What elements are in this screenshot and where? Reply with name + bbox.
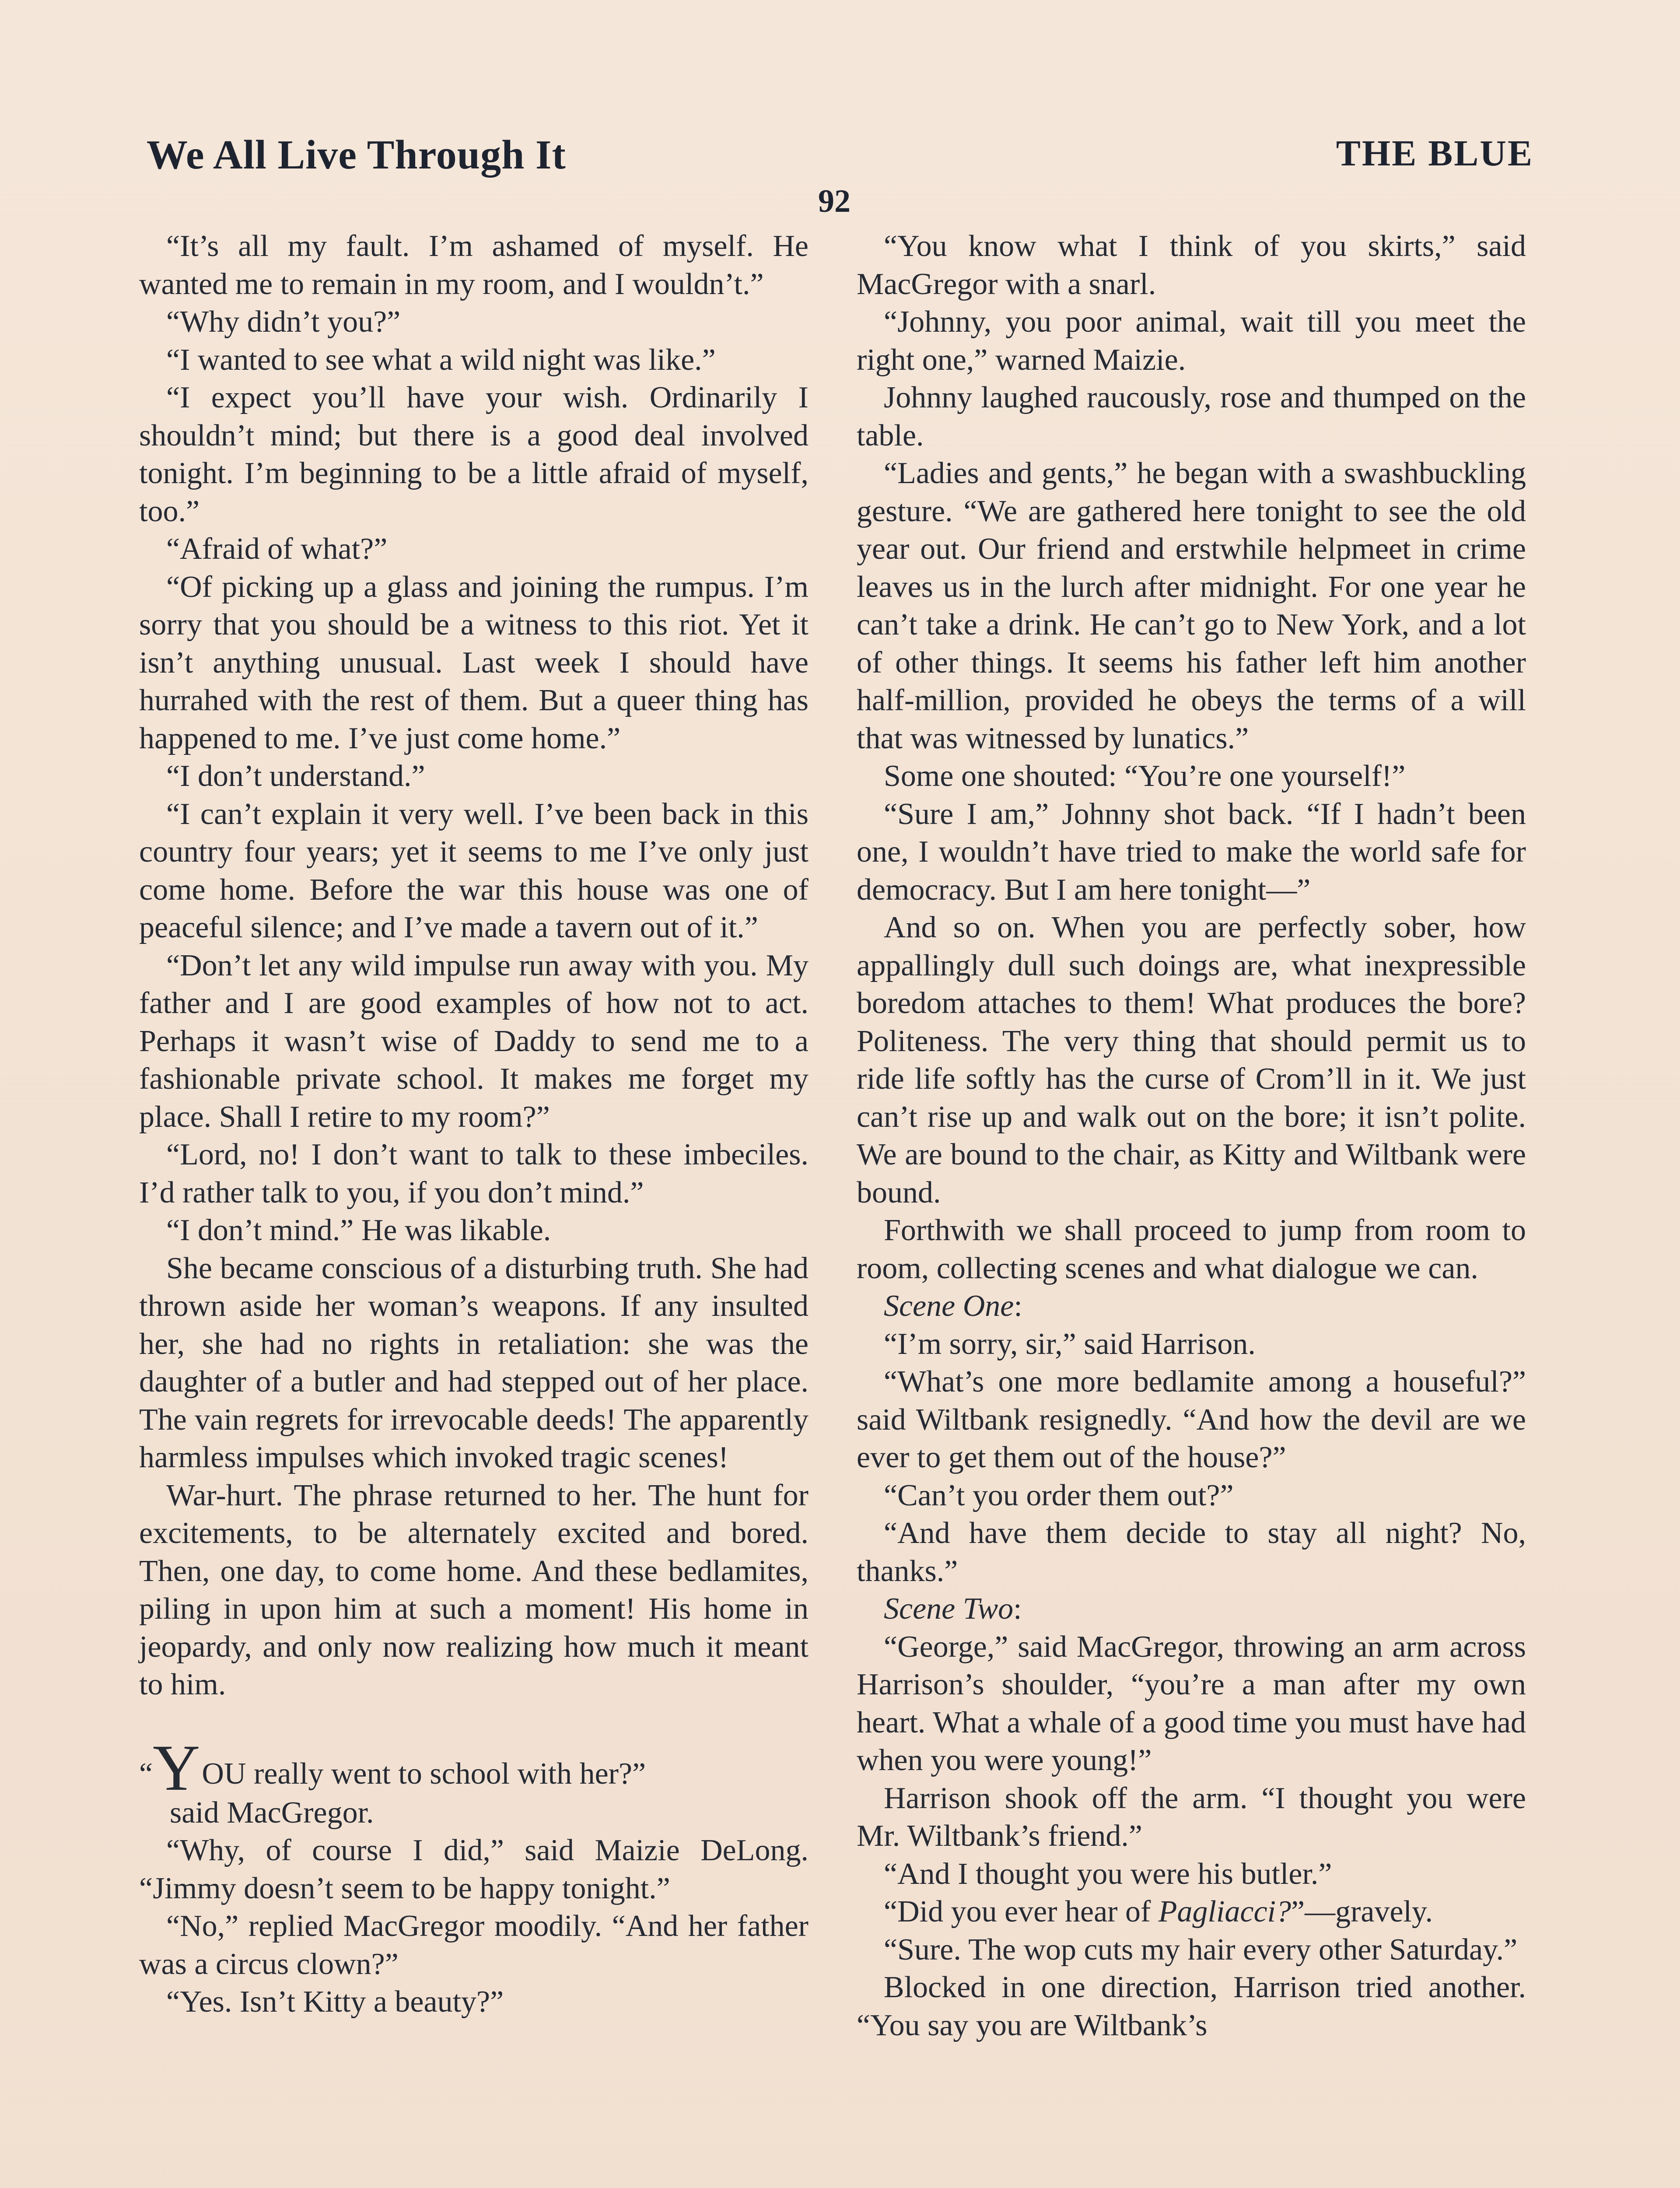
scene-two-label: Scene Two [884,1592,1014,1626]
paragraph: “I can’t explain it very well. I’ve been back in this country four years; yet it seems to me I’ve only just come home. Before the war this house was one of peaceful silence; and I’ve made a tavern out of it.” [139,797,808,944]
paragraph: Harrison shook off the arm. “I thought you were Mr. Wiltbank’s friend.” [857,1781,1526,1853]
paragraph: War-hurt. The phrase returned to her. The hunt for excitements, to be alternately excited and bored. Then, one day, to come home. And these bedlamites, piling in upon him at such a moment! His home in jeopardy, and only now realizing how much it meant to him. [139,1478,808,1701]
running-title: We All Live Through It [147,132,566,178]
dropcap-paragraph [139,1731,808,1832]
paragraph: Forthwith we shall proceed to jump from room to room, collecting scenes and what dialogue we can. [857,1213,1526,1285]
drop-cap-letter: Y [153,1731,200,1804]
paragraph: “And I thought you were his butler.” [884,1857,1332,1891]
paragraph: “Of picking up a glass and joining the rumpus. I’m sorry that you should be a witness to this riot. Yet it isn’t anything unusual. Last week I should have hurrahed with the rest of them. But a queer thing has happened to me. I’ve just come home.” [139,570,808,755]
scene-one-colon: : [1014,1289,1022,1323]
paragraph: “Sure I am,” Johnny shot back. “If I hadn’t been one, I wouldn’t have tried to make the world safe for democracy. But I am here tonight—” [857,797,1526,907]
paragraph: “I don’t mind.” He was likable. [166,1213,551,1247]
paragraph: “What’s one more bedlamite among a houseful?” said Wiltbank resignedly. “And how the devil are we ever to get them out of the house?” [857,1365,1526,1474]
scene-two-colon: : [1013,1592,1022,1626]
paragraph: Some one shouted: “You’re one yourself!” [884,759,1406,793]
paragraph: “Ladies and gents,” he began with a swashbuckling gesture. “We are gathered here tonight to see the old year out. Our friend and erstwhile helpmeet in crime leaves us in the lurch after midnight. For one year he can’t take a drink. He can’t go to New York, and a lot of other things. It seems his father left him another half-million, provided he obeys the terms of a will that was witnessed by lunatics.” [857,456,1526,755]
dropcap-first-line: OU really went to school with her?” [202,1757,646,1791]
paragraph: “I’m sorry, sir,” said Harrison. [884,1327,1256,1361]
pagliacci-after: ”—gravely. [1291,1895,1433,1929]
paragraph: And so on. When you are perfectly sober, how appallingly dull such doings are, what inexpressible boredom attaches to them! What produces the bore? Politeness. The very thing that should permit us to ride life softly has the curse of Crom’ll in it. We just can’t rise up and walk out on the bore; it isn’t polite. We are bound to the chair, as Kitty and Wiltbank were bound. [857,911,1526,1210]
section-break [139,1704,808,1742]
paragraph: Blocked in one direction, Harrison tried another. “You say you are Wiltbank’s [857,1971,1526,2042]
paragraph: “Lord, no! I don’t want to talk to these imbeciles. I’d rather talk to you, if you don’t mind.” [139,1138,808,1210]
paragraph: “Afraid of what?” [166,532,388,566]
paragraph: “Johnny, you poor animal, wait till you meet the right one,” warned Maizie. [857,305,1526,377]
magazine-name: THE BLUE [1336,133,1533,174]
paragraph: “Why didn’t you?” [166,305,401,339]
scene-heading [857,1287,1526,1325]
paragraph: “Sure. The wop cuts my hair every other Saturday.” [884,1932,1518,1967]
pagliacci-title: Pagliacci? [1158,1895,1292,1929]
scene-one-label: Scene One [884,1289,1014,1323]
left-column [139,228,808,2021]
paragraph: “Why, of course I did,” said Maizie DeLong. “Jimmy doesn’t seem to be happy tonight.” [139,1834,808,1905]
paragraph: “I don’t understand.” [166,759,425,793]
pagliacci-before: “Did you ever hear of [884,1895,1158,1929]
paragraph: She became conscious of a disturbing truth. She had thrown aside her woman’s weapons. If any insulted her, she had no rights in retaliation: she was the daughter of a butler and had stepped out of her place. The vain regrets for irrevocable deeds! The apparently harmless impulses which invoked tragic scenes! [139,1251,808,1474]
paragraph: “Can’t you order them out?” [884,1478,1234,1512]
paragraph: Johnny laughed raucously, rose and thumped on the table. [857,381,1526,452]
right-column [857,228,1526,2044]
paragraph: “And have them decide to stay all night? No, thanks.” [857,1516,1526,1588]
paragraph: “Don’t let any wild impulse run away with you. My father and I are good examples of how not to act. Perhaps it wasn’t wise of Daddy to send me to a fashionable private school. It makes me forget my place. Shall I retire to my room?” [139,948,808,1134]
page-number: 92 [818,183,850,219]
paragraph: “Yes. Isn’t Kitty a beauty?” [166,1985,504,2019]
paragraph [857,1893,1526,1931]
paragraph: “George,” said MacGregor, throwing an arm across Harrison’s shoulder, “you’re a man after my own heart. What a whale of a good time you must have had when you were young!” [857,1630,1526,1777]
dropcap-second-line: said MacGregor. [170,1795,374,1830]
paragraph: “No,” replied MacGregor moodily. “And her father was a circus clown?” [139,1909,808,1981]
scene-heading [857,1590,1526,1628]
paragraph: “I expect you’ll have your wish. Ordinarily I shouldn’t mind; but there is a good deal involved tonight. I’m beginning to be a little afraid of myself, too.” [139,381,808,528]
paragraph: “It’s all my fault. I’m ashamed of myself. He wanted me to remain in my room, and I wouldn’t.” [139,229,808,301]
paragraph: “You know what I think of you skirts,” said MacGregor with a snarl. [857,229,1526,301]
paragraph: “I wanted to see what a wild night was like.” [166,343,716,377]
dropcap-open-quote: “ [139,1757,153,1791]
